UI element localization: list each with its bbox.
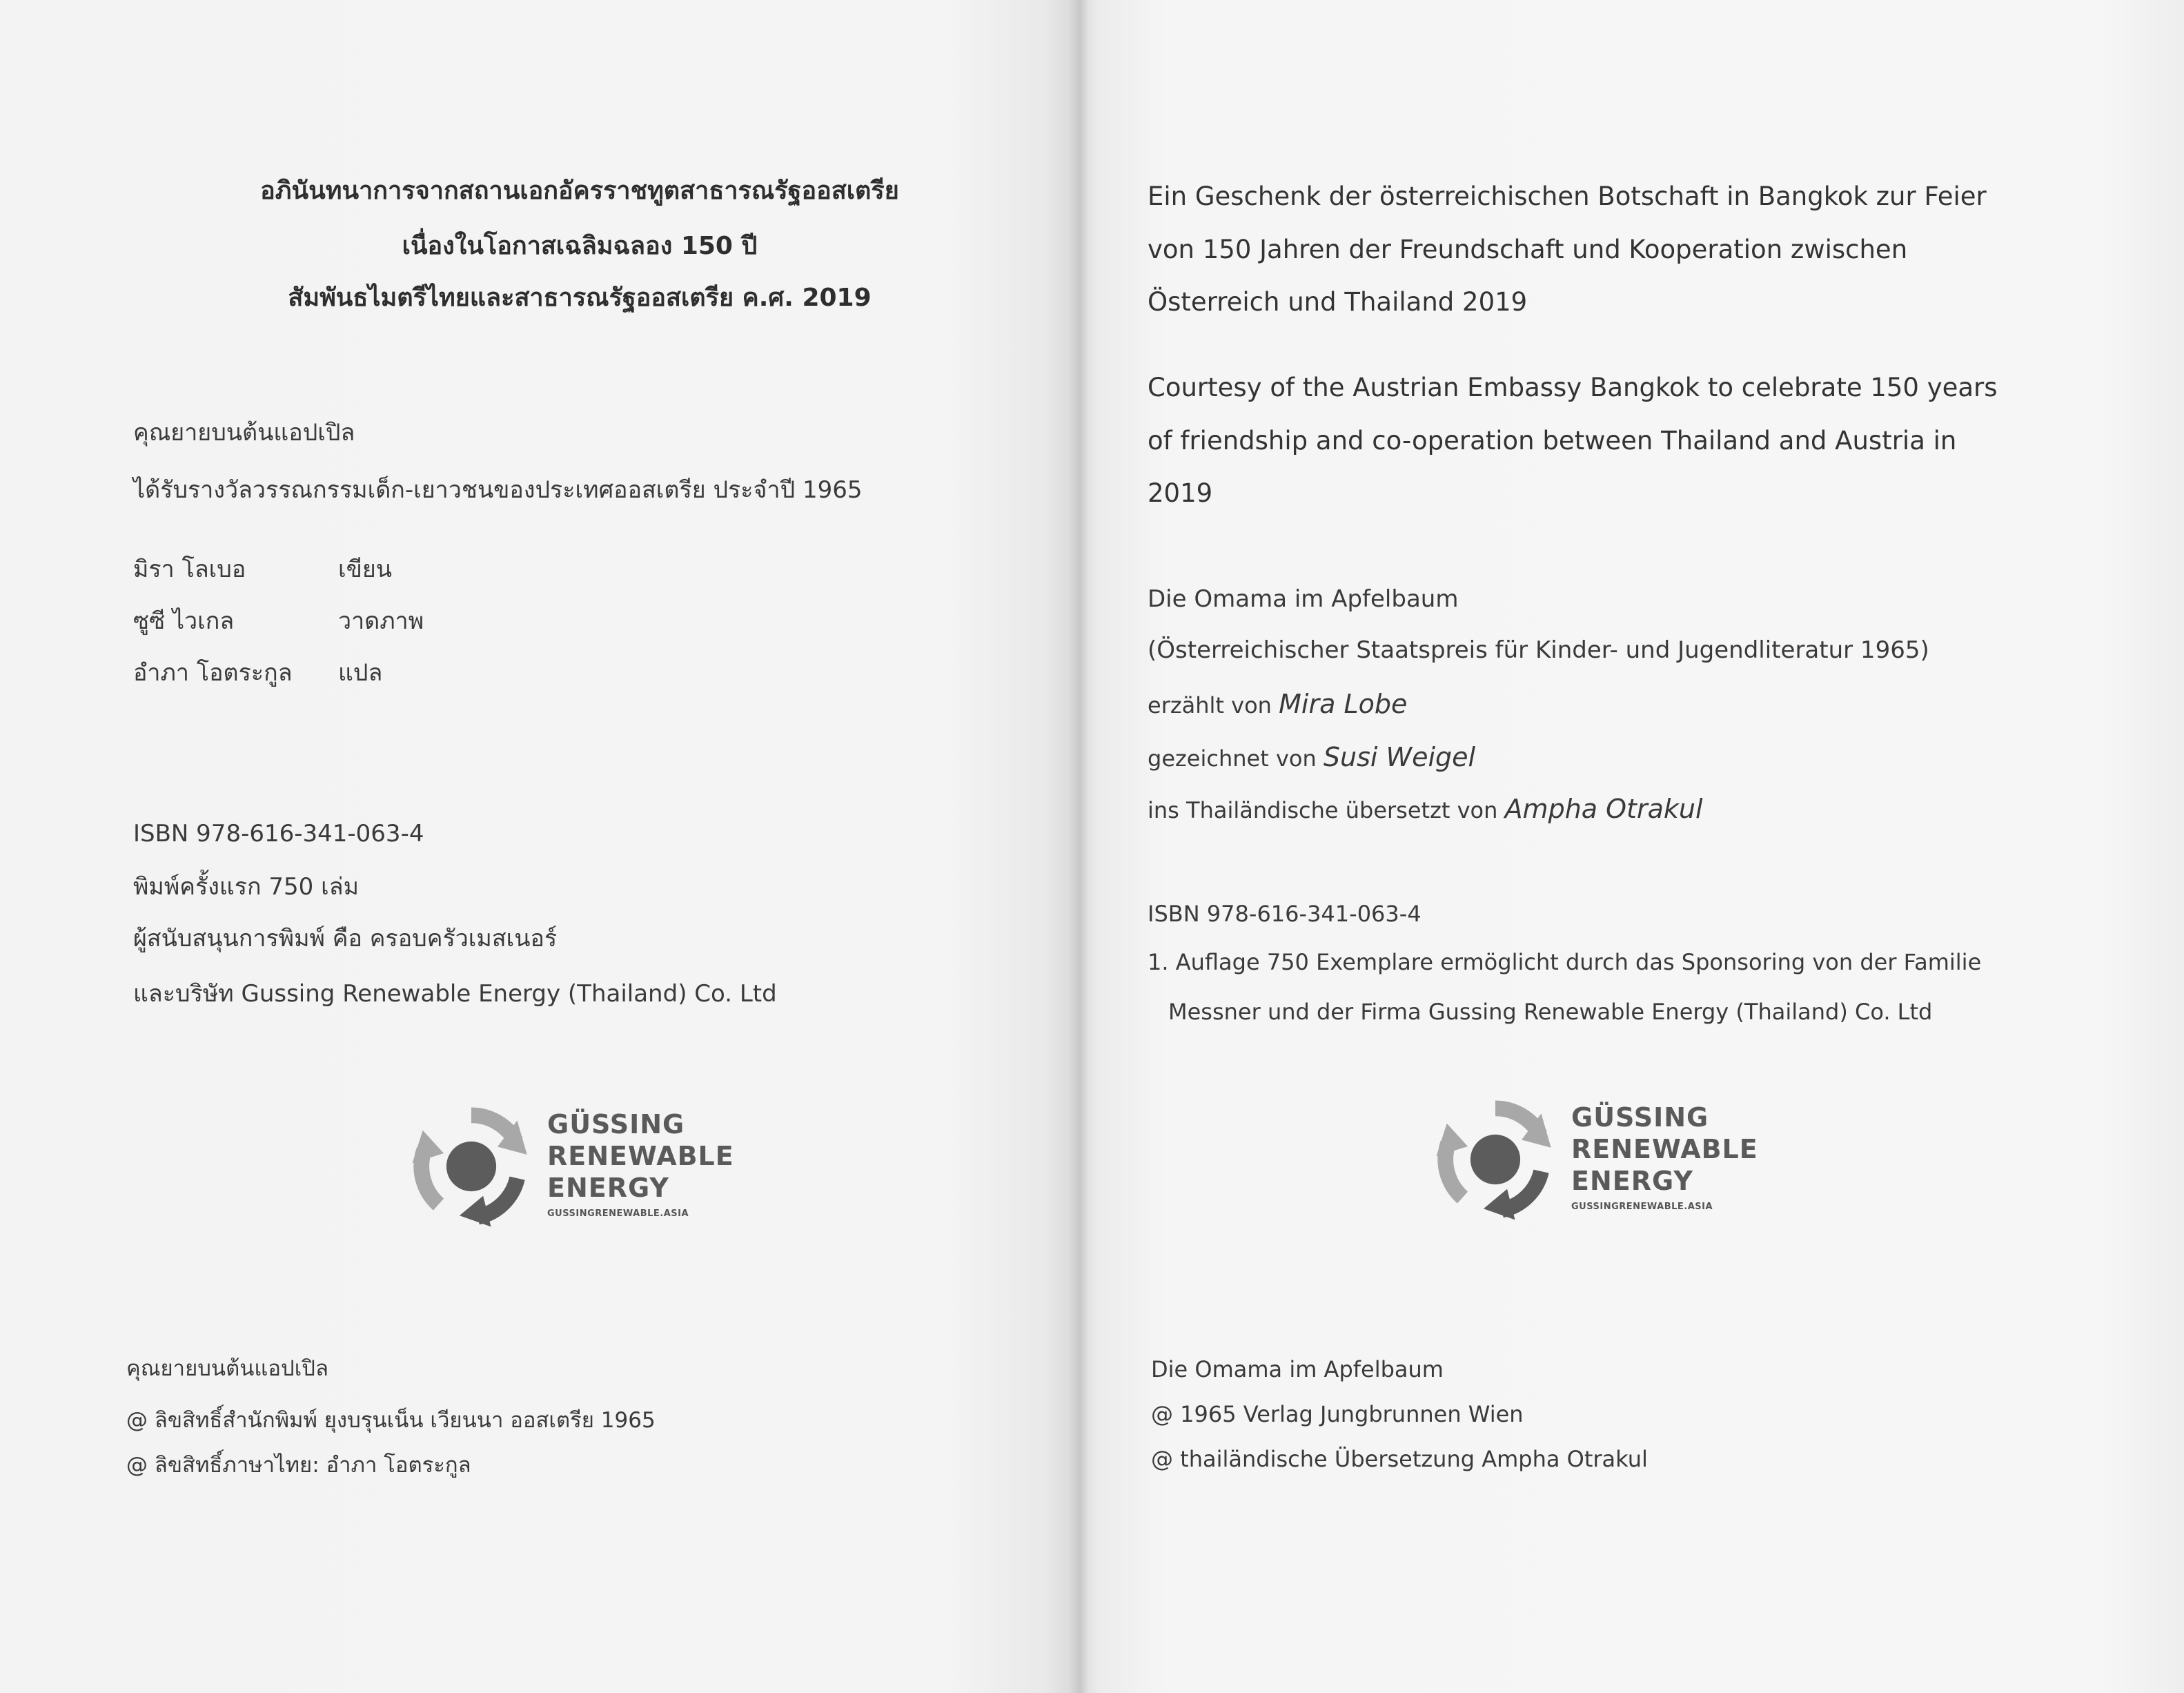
credit-translator-line [1148, 794, 1703, 825]
gussing-logo-left [406, 1101, 765, 1253]
left-page [0, 0, 1076, 1693]
book-gutter [1068, 0, 1089, 1693]
german-edition-line-1: 1. Auflage 750 Exemplare ermöglicht durch das Sponsoring von der Familie [1148, 949, 1982, 975]
recycle-arrows-icon [1430, 1094, 1561, 1225]
credit-illustrator-role: วาดภาพ [338, 607, 424, 635]
gussing-logo-right [1430, 1094, 1789, 1246]
thai-book-title: คุณยายบนต้นแอปเปิล [133, 419, 355, 447]
credit-illustrator-prefix: gezeichnet von [1148, 745, 1317, 772]
logo-line-2: RENEWABLE [1571, 1134, 1758, 1164]
credit-author-line [1148, 689, 1407, 721]
thai-sponsor-line-2: และบริษัท Gussing Renewable Energy (Thailand) Co. Ltd [133, 980, 777, 1008]
recycle-arrows-icon [406, 1101, 537, 1232]
credit-translator-role: แปล [338, 659, 383, 687]
german-copyright-publisher: @ 1965 Verlag Jungbrunnen Wien [1151, 1401, 1524, 1427]
german-dedication-line-2: von 150 Jahren der Freundschaft und Kooperation zwischen [1148, 235, 1908, 264]
german-isbn: ISBN 978-616-341-063-4 [1148, 901, 1421, 927]
credit-illustrator-line [1148, 742, 1475, 774]
credit-illustrator-name: ซูซี ไวเกล [133, 607, 235, 635]
logo-line-3: ENERGY [547, 1173, 669, 1203]
thai-copyright-translation: @ ลิขสิทธิ์ภาษาไทย: อำภา โอตระกูล [126, 1453, 471, 1478]
thai-title-line-2: เนื่องในโอกาสเฉลิมฉลอง 150 ปี [402, 232, 758, 260]
logo-line-3: ENERGY [1571, 1166, 1693, 1196]
logo-line-1: GÜSSING [547, 1109, 685, 1139]
german-award: (Österreichischer Staatspreis für Kinder- und Jugendliteratur 1965) [1148, 636, 1929, 664]
credit-author-prefix: erzählt von [1148, 692, 1272, 718]
english-dedication-line-2: of friendship and co-operation between Thailand and Austria in [1148, 426, 1957, 456]
credit-author-role: เขียน [338, 556, 393, 583]
credit-author-name-de: Mira Lobe [1279, 689, 1408, 719]
credit-author-name: มิรา โลเบอ [133, 556, 246, 583]
thai-copyright-publisher: @ ลิขสิทธิ์สำนักพิมพ์ ยุงบรุนเน็น เวียนนา ออสเตรีย 1965 [126, 1408, 656, 1433]
german-copyright-translation: @ thailändische Übersetzung Ampha Otrakul [1151, 1446, 1648, 1472]
logo-url: GUSSINGRENEWABLE.ASIA [547, 1208, 689, 1219]
credit-illustrator-name-de: Susi Weigel [1323, 742, 1476, 772]
credit-translator-name: อำภา โอตระกูล [133, 659, 293, 687]
thai-sponsor-line-1: ผู้สนับสนุนการพิมพ์ คือ ครอบครัวเมสเนอร์ [133, 925, 558, 952]
logo-line-1: GÜSSING [1571, 1102, 1709, 1133]
credit-translator-name-de: Ampha Otrakul [1504, 794, 1703, 824]
thai-title-line-1: อภินันทนาการจากสถานเอกอัครราชทูตสาธารณรัฐออสเตรีย [260, 177, 899, 205]
thai-print-run: พิมพ์ครั้งแรก 750 เล่ม [133, 873, 359, 901]
logo-line-2: RENEWABLE [547, 1141, 734, 1171]
thai-copyright-title: คุณยายบนต้นแอปเปิล [126, 1356, 328, 1381]
german-edition-line-2: Messner und der Firma Gussing Renewable Energy (Thailand) Co. Ltd [1168, 999, 1933, 1025]
right-page [1076, 0, 2184, 1693]
thai-title-line-3: สัมพันธไมตรีไทยและสาธารณรัฐออสเตรีย ค.ศ. 2019 [288, 284, 872, 312]
credit-translator-prefix: ins Thailändische übersetzt von [1148, 797, 1498, 823]
thai-award: ได้รับรางวัลวรรณกรรมเด็ก-เยาวชนของประเทศออสเตรีย ประจำปี 1965 [133, 476, 863, 504]
logo-url: GUSSINGRENEWABLE.ASIA [1571, 1202, 1713, 1212]
english-dedication-line-3: 2019 [1148, 478, 1213, 508]
german-dedication-line-3: Österreich und Thailand 2019 [1148, 287, 1528, 317]
german-book-title: Die Omama im Apfelbaum [1148, 585, 1459, 613]
german-dedication-line-1: Ein Geschenk der österreichischen Botschaft in Bangkok zur Feier [1148, 182, 1987, 211]
german-copyright-title: Die Omama im Apfelbaum [1151, 1356, 1444, 1382]
english-dedication-line-1: Courtesy of the Austrian Embassy Bangkok to celebrate 150 years [1148, 373, 1998, 402]
thai-isbn: ISBN 978-616-341-063-4 [133, 820, 424, 848]
